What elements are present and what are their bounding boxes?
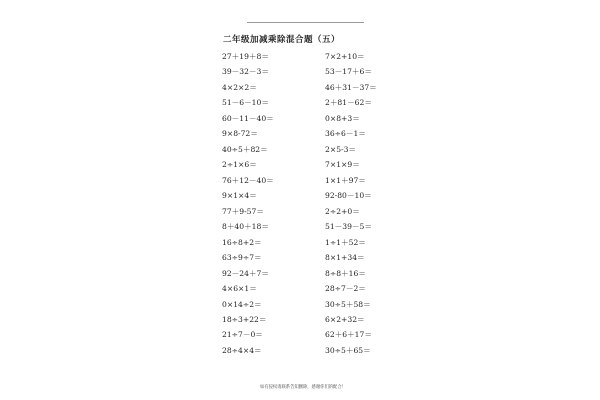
left-problem-column [222,49,274,358]
problem-item: 2×5-3＝ [325,144,357,154]
problem-item: 4×6×1＝ [222,284,257,294]
problem-item: 6×2+32＝ [325,314,365,324]
problem-item: 40÷5＋82＝ [222,144,268,154]
problem-item: 9×1×4＝ [222,191,257,201]
problem-item: 28÷7－2＝ [325,284,366,294]
problem-item: 2＋81－62＝ [325,98,372,108]
problem-item: 2÷1×6＝ [222,160,257,170]
problem-item: 76＋12－40＝ [222,175,274,185]
problem-item: 1÷1＋52＝ [325,237,366,247]
right-problem-column [325,49,377,358]
problem-item: 16÷8+2＝ [222,237,262,247]
problem-item: 30÷5＋58＝ [325,299,371,309]
problem-item: 2÷2+0＝ [325,206,360,216]
problem-item: 51－39－5＝ [325,222,372,232]
problem-item: 53－17＋6＝ [325,67,372,77]
problem-item: 9×8-72＝ [222,129,258,139]
header-rule [247,22,364,23]
problem-item: 4×2×2＝ [222,82,257,92]
problem-item: 92－24＋7＝ [222,268,269,278]
problem-item: 39－32－3＝ [222,67,269,77]
problem-item: 8×1+34＝ [325,253,365,263]
problem-item: 30÷5＋65＝ [325,345,371,355]
problem-item: 0×8+3＝ [325,113,360,123]
problem-item: 1×1＋97＝ [325,175,366,185]
problem-item: 7×2+10＝ [325,52,365,61]
footer-note: 如有侵权请联系告知删除，感谢你们的配合！ [260,385,346,390]
problem-item: 18÷3+22＝ [222,314,267,324]
problem-item: 36÷6－1＝ [325,129,366,139]
problem-item: 0×14÷2＝ [222,299,262,309]
problem-item: 63÷9÷7＝ [222,253,262,263]
problem-item: 8÷8＋16＝ [325,268,366,278]
problem-item: 77＋9-57＝ [222,206,264,216]
problem-item: 51－6－10＝ [222,98,269,108]
problem-item: 27＋19＋8＝ [222,52,269,61]
problem-item: 8＋40＋18＝ [222,222,269,232]
problem-item: 62＋6＋17＝ [325,330,372,340]
problem-item: 92-80－10＝ [325,191,372,201]
problem-item: 7×1×9＝ [325,160,360,170]
problem-item: 21÷7－0＝ [222,330,263,340]
problem-item: 60－11－40＝ [222,113,274,123]
worksheet-title: 二年级加减乘除混合题（五） [223,35,341,45]
problem-item: 46＋31－37＝ [325,82,377,92]
problem-item: 28÷4×4＝ [222,345,262,355]
